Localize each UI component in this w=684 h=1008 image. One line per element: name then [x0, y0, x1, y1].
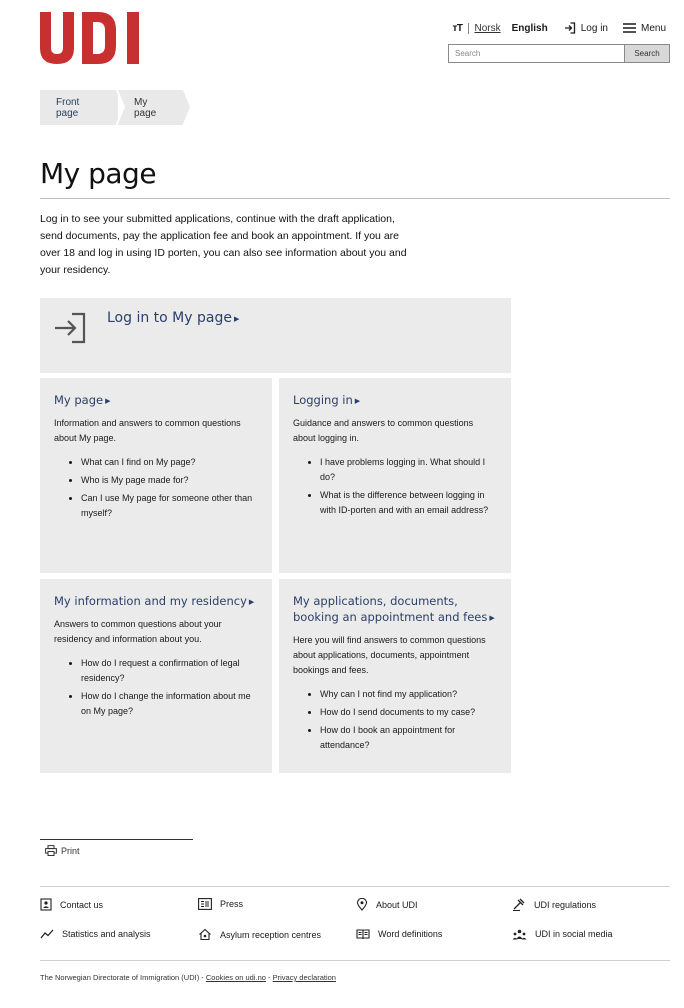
- breadcrumb: [40, 90, 183, 125]
- list-item[interactable]: • How do I change the information about me on My page?: [81, 689, 258, 719]
- book-icon: [356, 928, 370, 940]
- card-link-list: [293, 455, 497, 518]
- card-description: Information and answers to common questions about My page.: [54, 418, 241, 443]
- card-title-link[interactable]: My applications, documents, booking an appointment and fees ▶: [293, 594, 495, 624]
- menu-label: Menu: [640, 22, 666, 34]
- search-button[interactable]: Search: [624, 44, 670, 63]
- text-size-button[interactable]: тT: [452, 23, 469, 34]
- page-title: My page: [40, 157, 157, 190]
- card-link-list: [54, 455, 258, 521]
- hamburger-icon: [623, 23, 636, 33]
- card-title-link[interactable]: My page ▶: [54, 393, 111, 407]
- card-title-link[interactable]: My information and my residency ▶: [54, 594, 255, 608]
- footer-link-reception[interactable]: Asylum reception centres: [198, 928, 321, 941]
- card-title-link[interactable]: Logging in ▶: [293, 393, 361, 407]
- people-icon: [512, 928, 527, 940]
- login-link[interactable]: [564, 22, 608, 34]
- card-link-list: [293, 687, 497, 753]
- printer-icon: [45, 845, 57, 856]
- login-box[interactable]: [40, 298, 511, 373]
- footer-bottom-line: The Norwegian Directorate of Immigration (UDI) - Cookies on udi.no - Privacy declaration: [40, 973, 336, 982]
- menu-button[interactable]: [623, 23, 666, 34]
- card-description: Answers to common questions about your residency and information about you.: [54, 619, 222, 644]
- cookies-link[interactable]: Cookies on udi.no: [205, 973, 266, 982]
- login-icon: [564, 22, 576, 34]
- breadcrumb-front-page[interactable]: Front page: [40, 90, 116, 125]
- list-item[interactable]: • What is the difference between logging in with ID-porten and with an email address?: [320, 488, 497, 518]
- divider: [40, 198, 670, 199]
- lang-norsk-link[interactable]: Norsk: [474, 22, 501, 34]
- footer-link-press[interactable]: Press: [198, 898, 243, 910]
- card-description: Here you will find answers to common questions about applications, documents, appointment bookings and fees.: [293, 635, 486, 675]
- divider: [40, 839, 193, 840]
- search-form: [448, 44, 670, 63]
- house-icon: [198, 928, 212, 941]
- gavel-icon: [512, 898, 526, 911]
- footer-link-definitions[interactable]: Word definitions: [356, 928, 442, 940]
- divider: [40, 960, 670, 961]
- intro-text: Log in to see your submitted applications, continue with the draft application, send documents, pay the application fee and book an appointment. If you are over 18 and log in using ID porten, you can also see information about you and your residency.: [40, 213, 407, 276]
- list-item[interactable]: • How do I send documents to my case?: [320, 705, 497, 720]
- list-item[interactable]: • How do I book an appointment for attendance?: [320, 723, 497, 753]
- list-item[interactable]: • Can I use My page for someone other than myself?: [81, 491, 258, 521]
- footer-link-social[interactable]: UDI in social media: [512, 928, 613, 940]
- list-item[interactable]: • I have problems logging in. What should I do?: [320, 455, 497, 485]
- org-name: The Norwegian Directorate of Immigration (UDI): [40, 973, 200, 982]
- udi-logo[interactable]: [40, 12, 142, 64]
- list-item[interactable]: • What can I find on My page?: [81, 455, 258, 470]
- login-box-link[interactable]: Log in to My page ▶: [107, 310, 240, 326]
- list-item[interactable]: • Why can I not find my application?: [320, 687, 497, 702]
- breadcrumb-current: My page: [118, 90, 183, 125]
- card-logging-in: [279, 378, 511, 573]
- card-my-page: [40, 378, 272, 573]
- list-item[interactable]: • Who is My page made for?: [81, 473, 258, 488]
- card-description: Guidance and answers to common questions about logging in.: [293, 418, 474, 443]
- privacy-link[interactable]: Privacy declaration: [272, 973, 336, 982]
- location-icon: [356, 898, 368, 911]
- divider: [40, 886, 670, 887]
- lang-english-link[interactable]: English: [511, 22, 548, 34]
- login-arrow-icon: [54, 312, 86, 344]
- print-label: Print: [61, 845, 80, 856]
- footer-link-contact[interactable]: Contact us: [40, 898, 103, 911]
- print-button[interactable]: [45, 845, 80, 856]
- contact-icon: [40, 898, 52, 911]
- card-my-information: [40, 579, 272, 773]
- press-icon: [198, 898, 212, 910]
- card-my-applications: [279, 579, 511, 773]
- footer-link-statistics[interactable]: Statistics and analysis: [40, 928, 151, 940]
- list-item[interactable]: • How do I request a confirmation of legal residency?: [81, 656, 258, 686]
- chart-icon: [40, 928, 54, 940]
- card-link-list: [54, 656, 258, 719]
- footer-link-regulations[interactable]: UDI regulations: [512, 898, 596, 911]
- login-label: Log in: [580, 22, 608, 34]
- search-input[interactable]: [448, 44, 624, 63]
- footer-link-about[interactable]: About UDI: [356, 898, 418, 911]
